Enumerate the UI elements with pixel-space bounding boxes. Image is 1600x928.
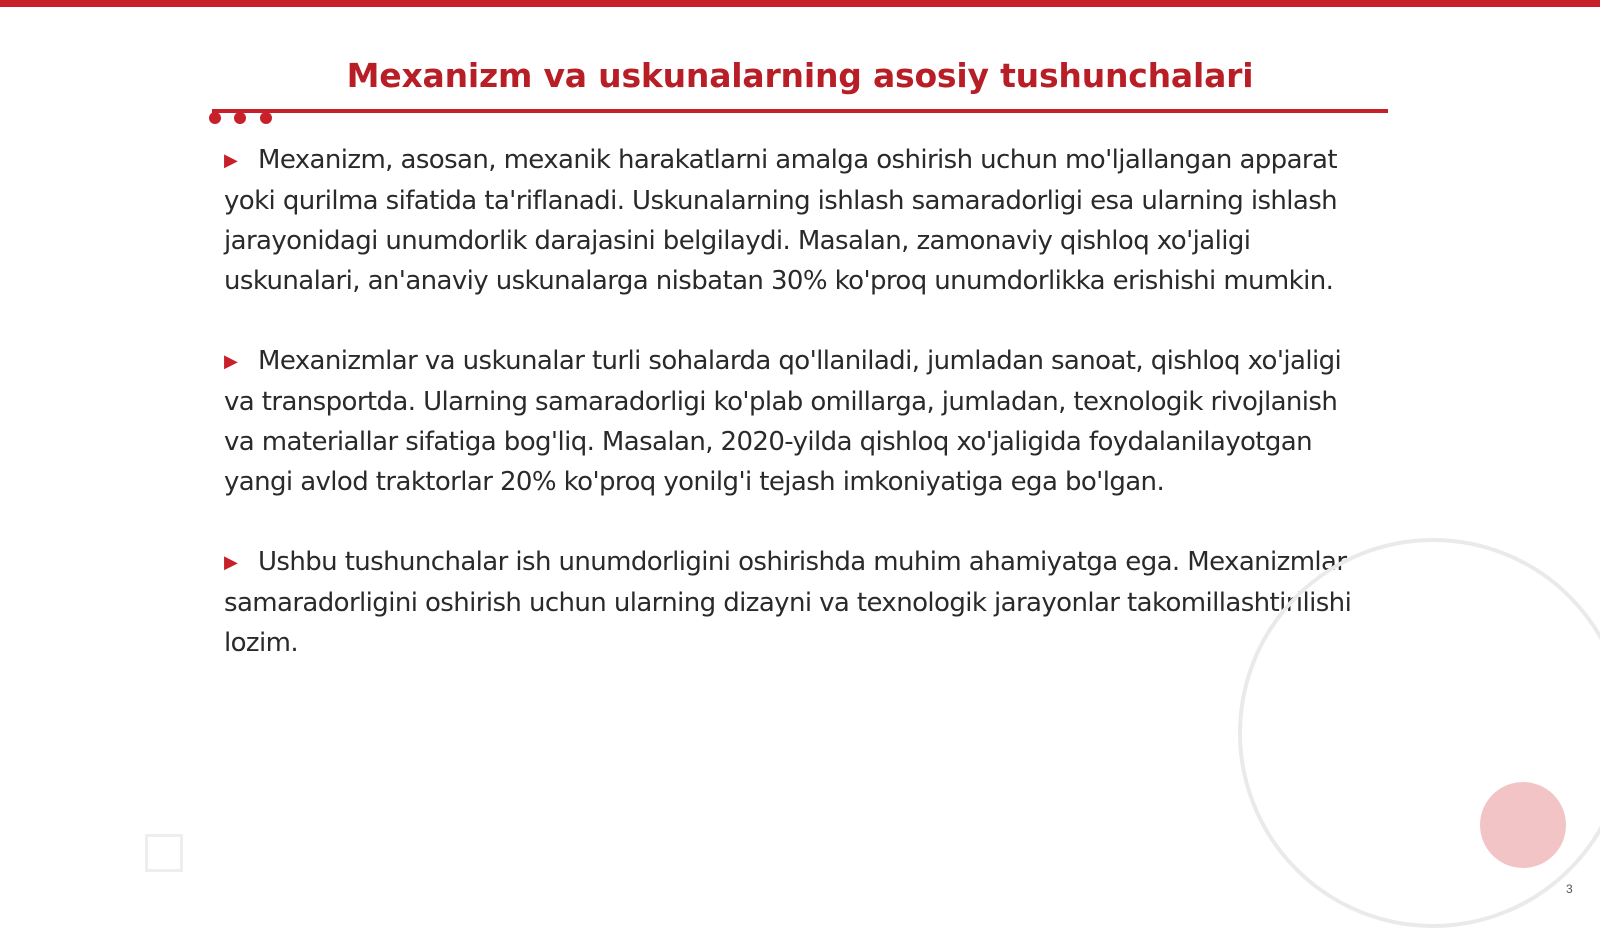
decorative-dot (260, 112, 272, 124)
paragraph-text: Mexanizmlar va uskunalar turli sohalarda qo'llaniladi, jumladan sanoat, qishloq xo'jaligi va transportda. Ularning samaradorligi ko'plab omillarga, jumladan, texnologik rivojlanish va materiallar sifatiga bog'liq. Masalan, 2020-yilda qishloq xo'jaligida foydalanilayotgan yangi avlod traktorlar 20% ko'proq yonilg'i tejash imkoniyatiga ega bo'lgan. (224, 346, 1342, 497)
play-triangle-icon: ▶ (224, 351, 238, 372)
slide-title: Mexanizm va uskunalarning asosiy tushunchalari (346, 56, 1254, 95)
slide-body (224, 140, 1374, 703)
play-triangle-icon: ▶ (224, 552, 238, 573)
decorative-dot (209, 112, 221, 124)
bullet-paragraph (224, 341, 1374, 502)
play-triangle-icon: ▶ (224, 150, 238, 171)
title-underline (212, 109, 1388, 113)
decorative-square (145, 834, 183, 872)
top-accent-bar (0, 0, 1600, 7)
paragraph-text: Mexanizm, asosan, mexanik harakatlarni amalga oshirish uchun mo'ljallangan apparat yoki qurilma sifatida ta'riflanadi. Uskunalarning ishlash samaradorligi esa ularning ishlash jarayonidagi unumdorlik darajasini belgilaydi. Masalan, zamonaviy qishloq xo'jaligi uskunalari, an'anaviy uskunalarga nisbatan 30% ko'proq unumdorlikka erishishi mumkin. (224, 145, 1338, 296)
decorative-pink-circle (1480, 782, 1566, 868)
page-number: 3 (1566, 882, 1573, 896)
bullet-paragraph (224, 140, 1374, 301)
bullet-paragraph (224, 542, 1374, 663)
decorative-ring (1238, 538, 1600, 928)
decorative-dot (234, 112, 246, 124)
paragraph-text: Ushbu tushunchalar ish unumdorligini oshirishda muhim ahamiyatga ega. Mexanizmlar samaradorligini oshirish uchun ularning dizayni va texnologik jarayonlar takomillashtirilishi lozim. (224, 547, 1352, 658)
